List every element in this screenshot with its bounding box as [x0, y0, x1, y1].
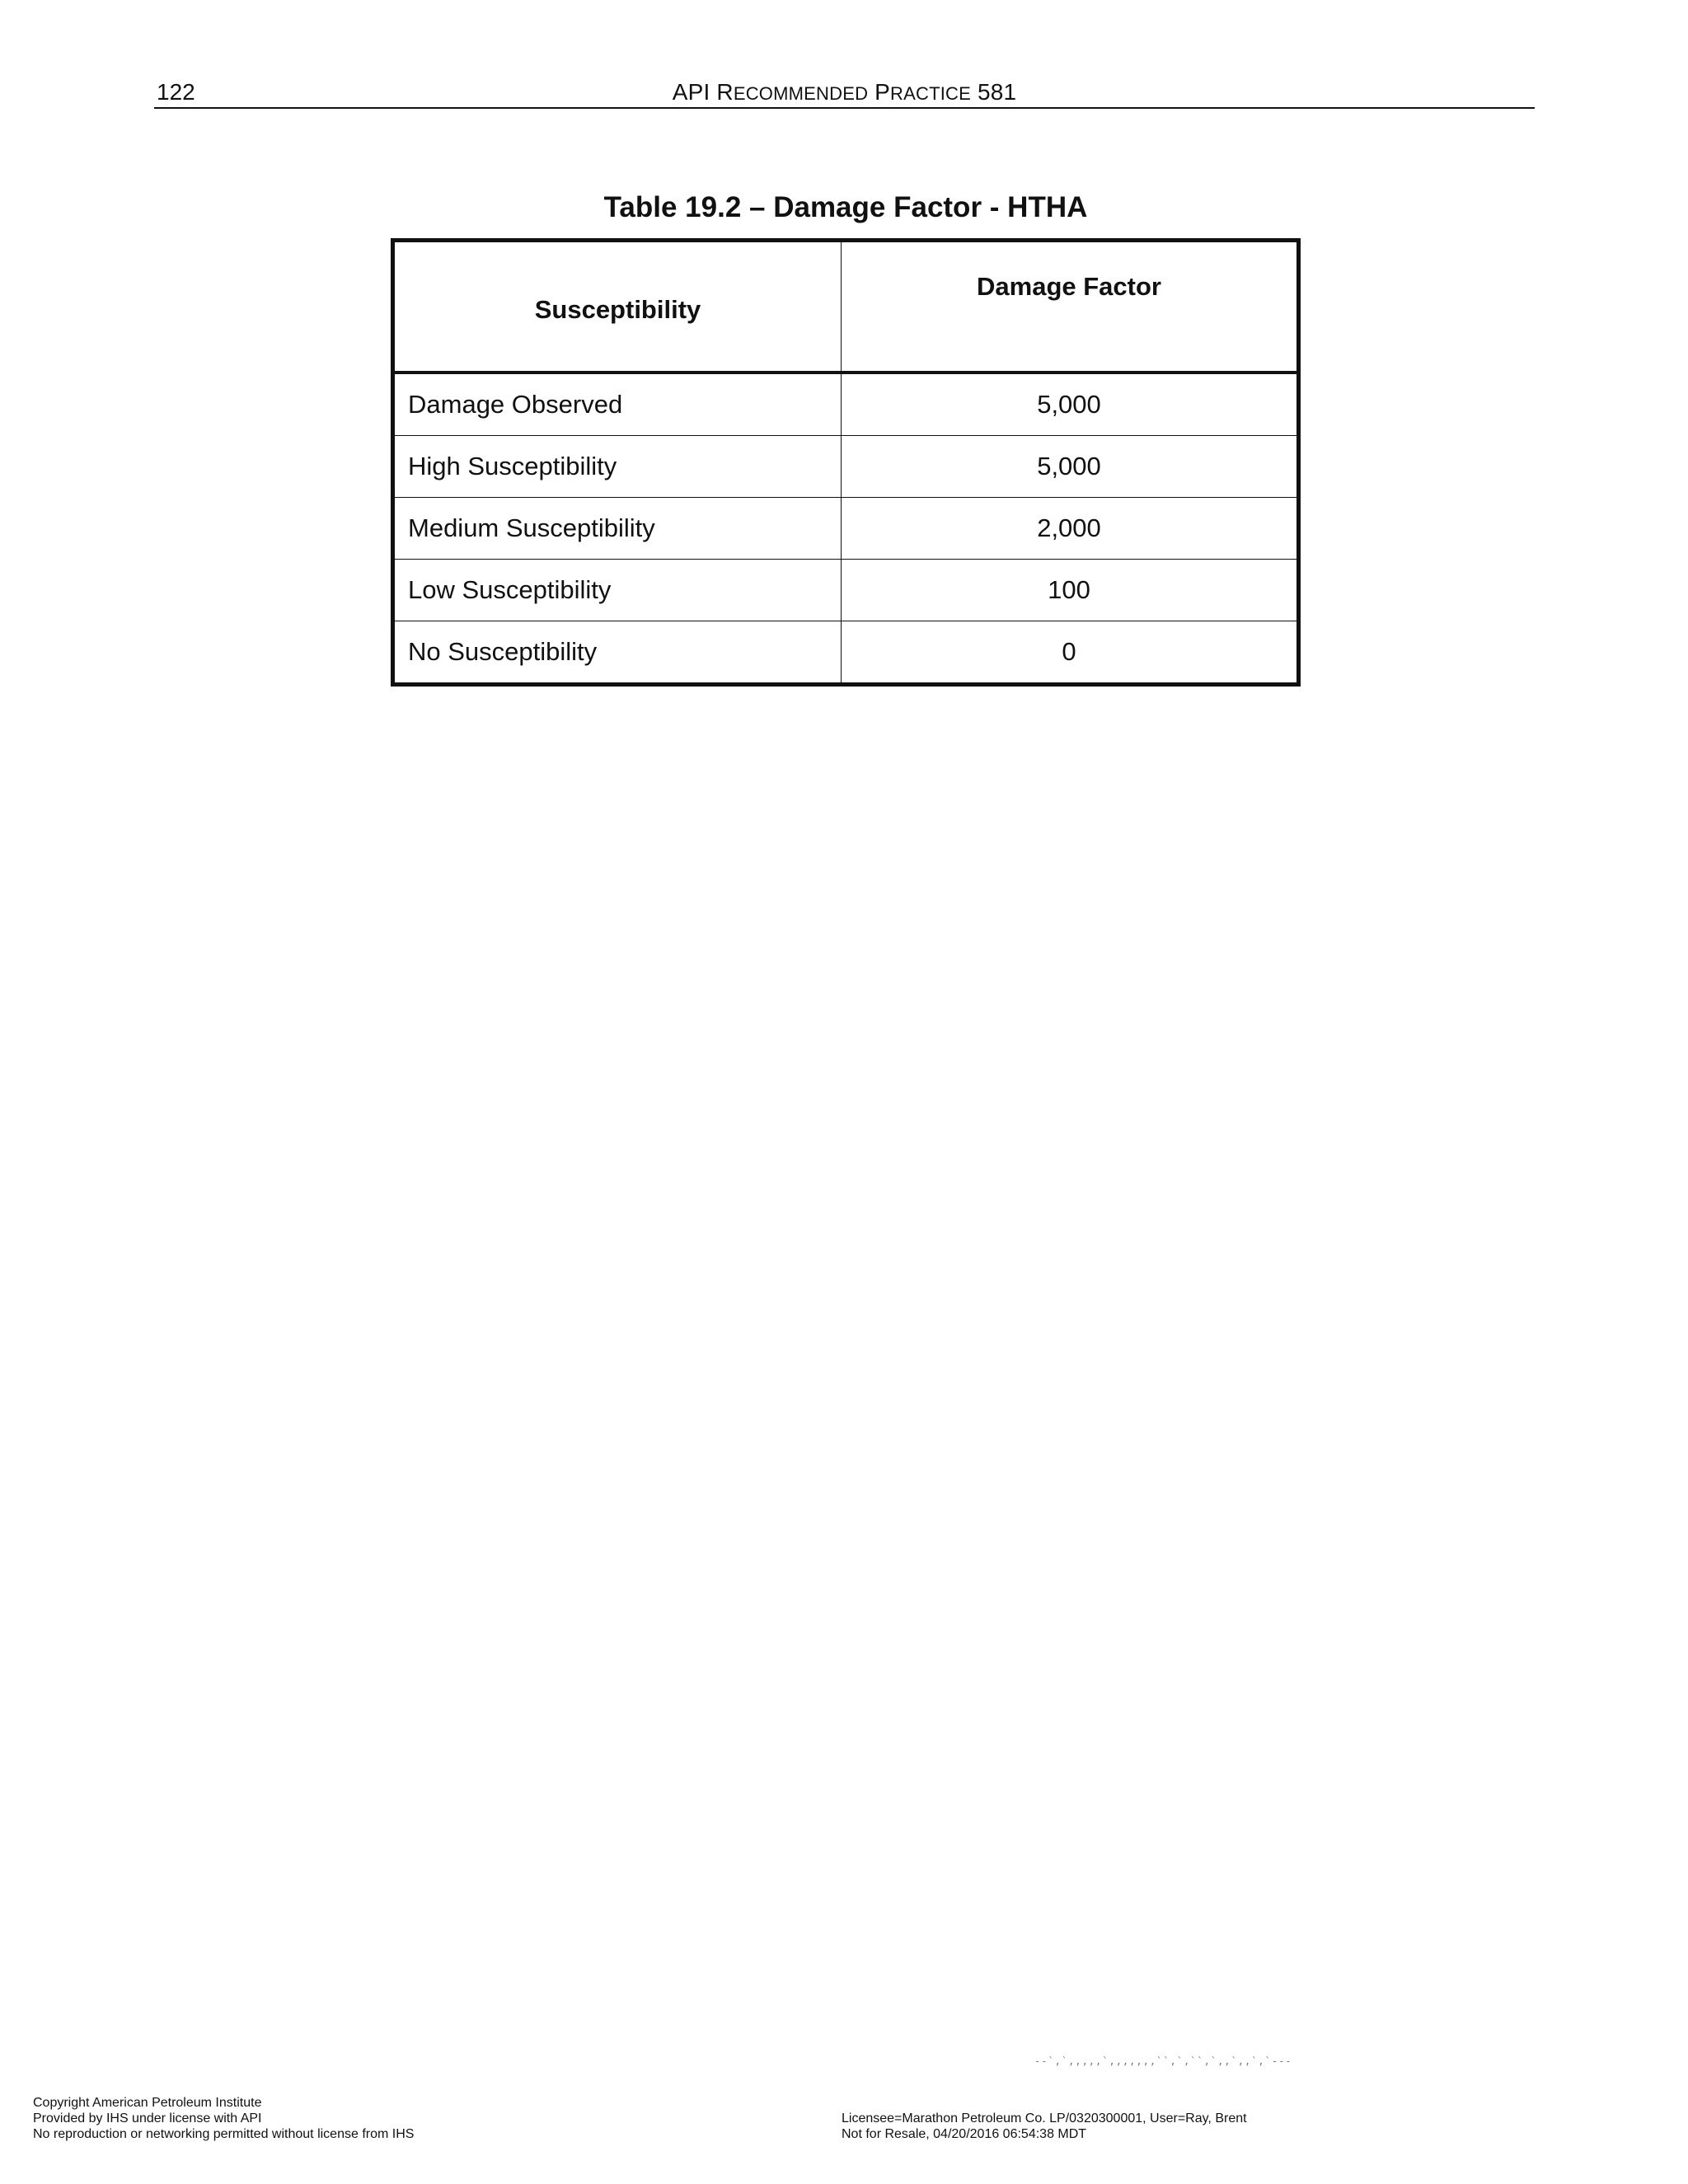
- running-header-prefix: API: [672, 79, 717, 105]
- susceptibility-cell: High Susceptibility: [393, 436, 842, 498]
- damage-factor-cell: 100: [842, 560, 1299, 621]
- footer-copyright-line: No reproduction or networking permitted without license from IHS: [33, 2127, 415, 2141]
- column-header-damage-factor: Damage Factor: [842, 241, 1299, 373]
- damage-factor-cell: 5,000: [842, 373, 1299, 436]
- table-row: [393, 436, 1299, 498]
- footer-copyright-line: Copyright American Petroleum Institute: [33, 2096, 262, 2110]
- page-number: 122: [157, 79, 195, 105]
- table-row: [393, 560, 1299, 621]
- footer-license-line: Not for Resale, 04/20/2016 06:54:38 MDT: [842, 2127, 1087, 2141]
- table-row: [393, 373, 1299, 436]
- table-row: [393, 498, 1299, 560]
- table-row: [393, 621, 1299, 685]
- footer-copyright-line: Provided by IHS under license with API: [33, 2111, 262, 2125]
- footer-license-line: Licensee=Marathon Petroleum Co. LP/0320300001, User=Ray, Brent: [842, 2111, 1247, 2125]
- footer-copyright: [33, 2095, 414, 2142]
- running-header-word-1-rest: ECOMMENDED: [733, 83, 869, 104]
- susceptibility-cell: Medium Susceptibility: [393, 498, 842, 560]
- damage-factor-cell: 0: [842, 621, 1299, 685]
- running-header: [154, 79, 1535, 107]
- damage-factor-table: [391, 238, 1301, 687]
- susceptibility-cell: Damage Observed: [393, 373, 842, 436]
- footer-license: [842, 2111, 1247, 2142]
- susceptibility-cell: Low Susceptibility: [393, 560, 842, 621]
- header-rule: [154, 107, 1535, 109]
- damage-factor-cell: 2,000: [842, 498, 1299, 560]
- susceptibility-cell: No Susceptibility: [393, 621, 842, 685]
- table-title: Table 19.2 – Damage Factor - HTHA: [603, 191, 1088, 223]
- scan-dash-mark: --`,`,,,,,`,,,,,,,``,`,``,`,,`,,`,`---: [1034, 2055, 1292, 2067]
- column-header-susceptibility: Susceptibility: [393, 241, 842, 373]
- damage-factor-cell: 5,000: [842, 436, 1299, 498]
- table-header-row: [393, 241, 1299, 373]
- running-header-word-2-initial: P: [874, 79, 891, 105]
- running-header-suffix: 581: [971, 79, 1017, 105]
- running-header-word-1-initial: R: [716, 79, 734, 105]
- running-header-word-2-rest: RACTICE: [890, 83, 972, 104]
